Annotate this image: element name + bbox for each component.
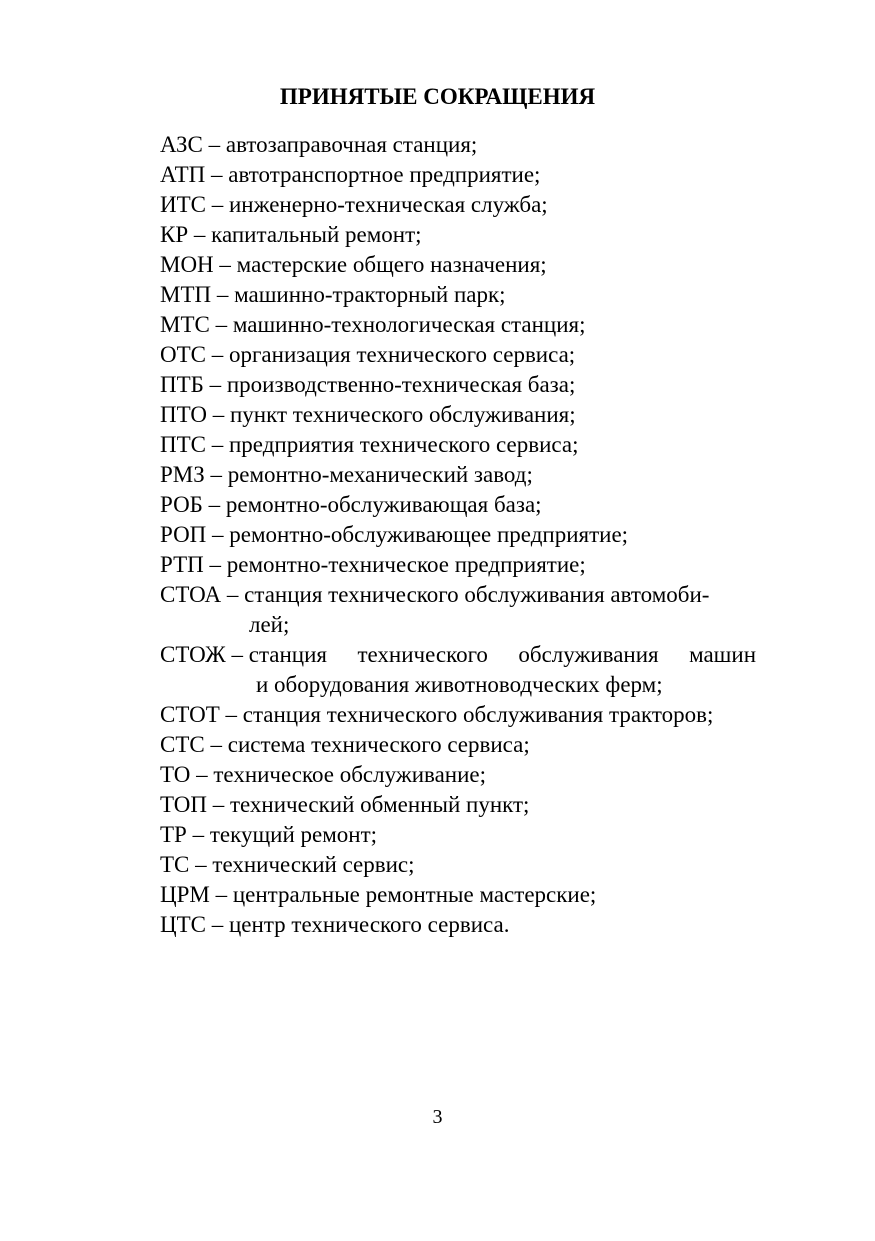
list-item: АТП – автотранспортное предприятие; xyxy=(160,162,541,187)
list-item: ИТС – инженерно-техническая служба; xyxy=(160,192,548,217)
list-item: ТС – технический сервис; xyxy=(160,852,415,877)
list-item: ЦТС – центр технического сервиса. xyxy=(160,912,510,937)
list-item: РТП – ремонтно-техническое предприятие; xyxy=(160,552,586,577)
list-item-stozh xyxy=(160,640,756,700)
list-item: РОБ – ремонтно-обслуживающая база; xyxy=(160,492,542,517)
list-item-stozh-line2: и оборудования животноводческих ферм; xyxy=(256,672,663,697)
page-number: 3 xyxy=(432,1106,443,1128)
list-item-stozh-line1 xyxy=(160,640,756,670)
list-item-stoa-line1: СТОА – станция технического обслуживания автомоби- xyxy=(160,582,710,607)
list-item: ТО – техническое обслуживание; xyxy=(160,762,486,787)
list-item: СТОТ – станция технического обслуживания тракторов; xyxy=(160,702,714,727)
list-item: МОН – мастерские общего назначения; xyxy=(160,252,547,277)
page-title: ПРИНЯТЫЕ СОКРАЩЕНИЯ xyxy=(279,84,596,109)
list-item-stozh-word: СТОЖ – станция xyxy=(160,642,327,667)
list-item-stozh-word: машин xyxy=(689,642,756,667)
list-item-stoa xyxy=(160,580,756,640)
list-item: ТР – текущий ремонт; xyxy=(160,822,378,847)
list-item-stozh-word: технического xyxy=(357,642,488,667)
list-item: РОП – ремонтно-обслуживающее предприятие; xyxy=(160,522,629,547)
abbreviation-list xyxy=(160,130,756,940)
list-item: ЦРМ – центральные ремонтные мастерские; xyxy=(160,882,597,907)
list-item: ПТБ – производственно-техническая база; xyxy=(160,372,576,397)
list-item: АЗС – автозаправочная станция; xyxy=(160,132,478,157)
list-item-stoa-line2: лей; xyxy=(249,612,290,637)
list-item: ТОП – технический обменный пункт; xyxy=(160,792,530,817)
list-item: ОТС – организация технического сервиса; xyxy=(160,342,576,367)
list-item: СТС – система технического сервиса; xyxy=(160,732,530,757)
list-item: РМЗ – ремонтно-механический завод; xyxy=(160,462,533,487)
list-item: МТП – машинно-тракторный парк; xyxy=(160,282,506,307)
list-item: КР – капитальный ремонт; xyxy=(160,222,422,247)
list-item: ПТО – пункт технического обслуживания; xyxy=(160,402,576,427)
list-item: МТС – машинно-технологическая станция; xyxy=(160,312,586,337)
list-item-stozh-word: обслуживания xyxy=(518,642,659,667)
list-item: ПТС – предприятия технического сервиса; xyxy=(160,432,579,457)
